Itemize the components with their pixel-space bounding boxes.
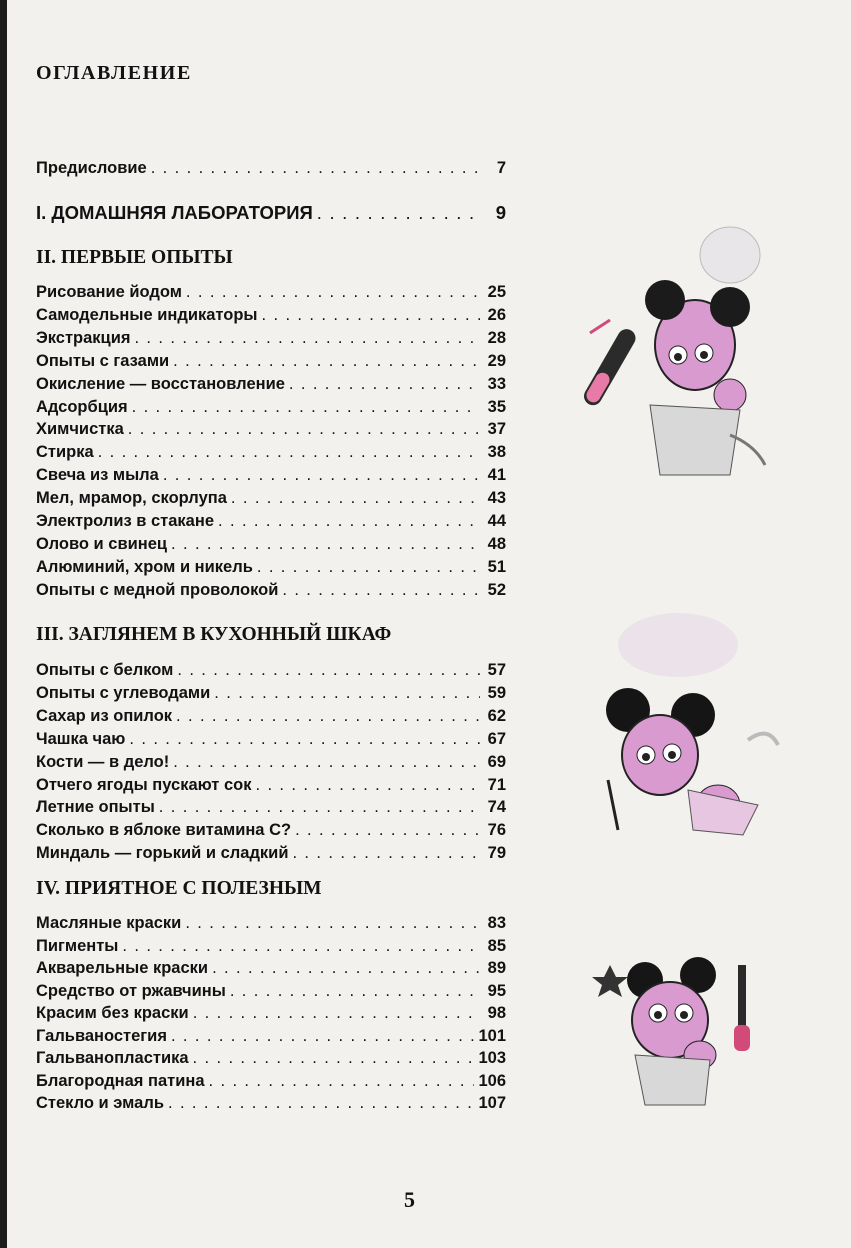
dot-leader bbox=[122, 937, 480, 956]
toc-entry bbox=[36, 489, 506, 511]
dot-leader bbox=[177, 661, 480, 680]
toc-entry bbox=[36, 1004, 506, 1026]
entry-page: 67 bbox=[487, 729, 506, 748]
toc-entry bbox=[36, 352, 506, 374]
entry-page: 69 bbox=[487, 752, 506, 771]
dot-leader bbox=[98, 443, 480, 462]
mascot-brush-illustration bbox=[590, 955, 770, 1115]
toc-entry bbox=[36, 283, 506, 305]
entry-page: 29 bbox=[487, 351, 506, 370]
entry-title: Опыты с газами bbox=[36, 351, 170, 370]
entry-title: Самодельные индикаторы bbox=[36, 305, 258, 324]
toc-entry bbox=[36, 937, 506, 959]
entry-page: 57 bbox=[487, 661, 506, 679]
toc-entry bbox=[36, 558, 506, 580]
mascot-apron bbox=[635, 1055, 710, 1105]
mascot-ear bbox=[710, 287, 750, 327]
dot-leader bbox=[151, 159, 480, 178]
dot-leader bbox=[289, 375, 480, 394]
entry-page: 85 bbox=[487, 936, 506, 955]
entry-title: Электролиз в стакане bbox=[36, 512, 215, 530]
toc-entry bbox=[36, 707, 506, 729]
entry-title: Рисование йодом bbox=[36, 283, 182, 301]
dot-leader bbox=[218, 512, 480, 531]
mascot-nose bbox=[714, 379, 746, 411]
entry-title: Средство от ржавчины bbox=[36, 981, 226, 1000]
entry-title: Миндаль — горький и сладкий bbox=[36, 844, 289, 863]
toc-entry-preface bbox=[36, 159, 506, 181]
toc-entry bbox=[36, 443, 506, 465]
entry-title: Гальванопластика bbox=[36, 1049, 189, 1067]
entry-page: 43 bbox=[487, 489, 506, 508]
entry-title: Сахар из опилок bbox=[36, 706, 173, 725]
entry-page: 26 bbox=[487, 305, 506, 324]
entry-title: Мел, мрамор, скорлупа bbox=[36, 489, 227, 508]
toc-entry bbox=[36, 959, 506, 981]
toc-entry bbox=[36, 306, 506, 328]
entry-title: Алюминий, хром и никель bbox=[36, 557, 253, 576]
entry-title: Благородная патина bbox=[36, 1071, 205, 1090]
toc-entry bbox=[36, 581, 506, 603]
entry-page: 59 bbox=[487, 683, 506, 702]
entry-title: Олово и свинец bbox=[36, 534, 168, 553]
toc-entry bbox=[36, 1072, 506, 1094]
toc-entry bbox=[36, 684, 506, 706]
toc-entry bbox=[36, 661, 506, 683]
toc-entry bbox=[36, 1049, 506, 1071]
entry-title: Отчего ягоды пускают сок bbox=[36, 775, 252, 794]
toc-entry bbox=[36, 753, 506, 775]
toc-entry bbox=[36, 329, 506, 351]
entry-title: Опыты с углеводами bbox=[36, 683, 211, 702]
entry-page: 98 bbox=[487, 1004, 506, 1022]
entry-page: 7 bbox=[496, 159, 506, 177]
entry-title: Акварельные краски bbox=[36, 959, 209, 977]
section-page: 9 bbox=[495, 202, 506, 223]
toc-entry bbox=[36, 914, 506, 936]
section-heading-3: III. ЗАГЛЯНЕМ В КУХОННЫЙ ШКАФ bbox=[36, 624, 392, 645]
toc-entry bbox=[36, 821, 506, 843]
dot-leader bbox=[292, 844, 480, 863]
entry-title: Химчистка bbox=[36, 420, 124, 439]
pipette-icon bbox=[608, 780, 618, 830]
dot-leader bbox=[173, 352, 480, 371]
toc-entry bbox=[36, 375, 506, 397]
entry-title: Пигменты bbox=[36, 936, 119, 955]
entry-page: 101 bbox=[478, 1026, 506, 1045]
section-heading-2: II. ПЕРВЫЕ ОПЫТЫ bbox=[36, 247, 233, 268]
dot-leader bbox=[168, 1094, 474, 1113]
toc-entry bbox=[36, 1027, 506, 1049]
entry-title: Свеча из мыла bbox=[36, 466, 159, 485]
entry-page: 89 bbox=[487, 959, 506, 977]
entry-title: Опыты с медной проволокой bbox=[36, 580, 279, 599]
entry-page: 103 bbox=[478, 1049, 506, 1067]
dot-leader bbox=[295, 821, 480, 840]
dot-leader bbox=[186, 283, 480, 302]
mascot-apron bbox=[650, 405, 740, 475]
dot-leader bbox=[209, 1072, 475, 1091]
mascot-pipette-illustration bbox=[568, 605, 788, 845]
dot-leader bbox=[132, 398, 480, 417]
dot-leader bbox=[128, 420, 480, 439]
section-heading-1 bbox=[36, 202, 506, 224]
entry-title: Стекло и эмаль bbox=[36, 1094, 164, 1112]
entry-title: Сколько в яблоке витамина С? bbox=[36, 821, 292, 840]
chef-hat-shape bbox=[700, 227, 760, 283]
entry-page: 83 bbox=[487, 914, 506, 932]
dot-leader bbox=[185, 914, 480, 933]
dot-leader bbox=[159, 798, 480, 817]
toc-entry bbox=[36, 982, 506, 1004]
dot-leader bbox=[282, 581, 480, 600]
dot-leader bbox=[212, 959, 480, 978]
entry-page: 95 bbox=[487, 981, 506, 1000]
paint-brush-icon bbox=[734, 965, 750, 1051]
entry-title: Опыты с белком bbox=[36, 661, 174, 679]
entry-page: 76 bbox=[487, 821, 506, 840]
mascot-head bbox=[622, 715, 698, 795]
entry-page: 74 bbox=[487, 798, 506, 817]
entry-title: Стирка bbox=[36, 443, 94, 462]
toc-entry bbox=[36, 512, 506, 534]
dot-leader bbox=[262, 306, 480, 325]
entry-title: Адсорбция bbox=[36, 397, 128, 416]
dot-leader bbox=[230, 982, 480, 1001]
dot-leader bbox=[134, 329, 480, 348]
entry-title: Предисловие bbox=[36, 159, 147, 177]
entry-page: 79 bbox=[487, 844, 506, 863]
toc-entry bbox=[36, 466, 506, 488]
dot-leader bbox=[171, 1027, 475, 1046]
dot-leader bbox=[257, 558, 480, 577]
dot-leader bbox=[176, 707, 480, 726]
star-icon bbox=[592, 965, 628, 997]
section-title: I. ДОМАШНЯЯ ЛАБОРАТОРИЯ bbox=[36, 202, 313, 223]
toc-entry bbox=[36, 844, 506, 866]
entry-page: 25 bbox=[487, 283, 506, 301]
entry-title: Экстракция bbox=[36, 328, 131, 347]
dot-leader bbox=[129, 730, 480, 749]
entry-page: 107 bbox=[478, 1094, 506, 1112]
entry-page: 44 bbox=[487, 512, 506, 530]
toc-entry bbox=[36, 730, 506, 752]
entry-page: 28 bbox=[487, 328, 506, 347]
dot-leader bbox=[214, 684, 480, 703]
entry-page: 33 bbox=[487, 374, 506, 393]
entry-page: 51 bbox=[487, 557, 506, 576]
entry-page: 62 bbox=[487, 706, 506, 725]
entry-title: Масляные краски bbox=[36, 914, 182, 932]
toc-entry bbox=[36, 776, 506, 798]
entry-page: 35 bbox=[487, 397, 506, 416]
dot-leader bbox=[317, 202, 480, 224]
entry-page: 52 bbox=[487, 580, 506, 599]
toc-entry bbox=[36, 1094, 506, 1116]
dot-leader bbox=[193, 1049, 475, 1068]
dot-leader bbox=[255, 776, 480, 795]
dot-leader bbox=[171, 535, 480, 554]
entry-page: 106 bbox=[478, 1071, 506, 1090]
entry-title: Гальваностегия bbox=[36, 1026, 167, 1045]
toc-entry bbox=[36, 420, 506, 442]
entry-title: Чашка чаю bbox=[36, 729, 126, 748]
entry-page: 48 bbox=[487, 534, 506, 553]
page-edge-shadow bbox=[0, 0, 7, 1248]
spark-icon bbox=[590, 320, 610, 333]
cloud-shape bbox=[618, 613, 738, 677]
entry-title: Летние опыты bbox=[36, 798, 155, 817]
entry-page: 41 bbox=[487, 466, 506, 485]
entry-page: 38 bbox=[487, 443, 506, 462]
toc-entry bbox=[36, 798, 506, 820]
toc-entry bbox=[36, 398, 506, 420]
section-heading-4: IV. ПРИЯТНОЕ С ПОЛЕЗНЫМ bbox=[36, 878, 322, 899]
toc-title: ОГЛАВЛЕНИЕ bbox=[36, 62, 192, 84]
dot-leader bbox=[193, 1004, 480, 1023]
entry-title: Окисление — восстановление bbox=[36, 374, 285, 393]
page-number: 5 bbox=[404, 1187, 415, 1212]
toc-entry bbox=[36, 535, 506, 557]
dot-leader bbox=[231, 489, 480, 508]
entry-page: 37 bbox=[487, 420, 506, 439]
mascot-ear bbox=[645, 280, 685, 320]
test-tube-icon bbox=[581, 326, 639, 409]
entry-title: Кости — в дело! bbox=[36, 752, 170, 771]
entry-page: 71 bbox=[487, 775, 506, 794]
mascot-test-tube-illustration bbox=[580, 215, 780, 515]
entry-title: Красим без краски bbox=[36, 1004, 189, 1022]
dot-leader bbox=[163, 466, 480, 485]
dot-leader bbox=[173, 753, 480, 772]
